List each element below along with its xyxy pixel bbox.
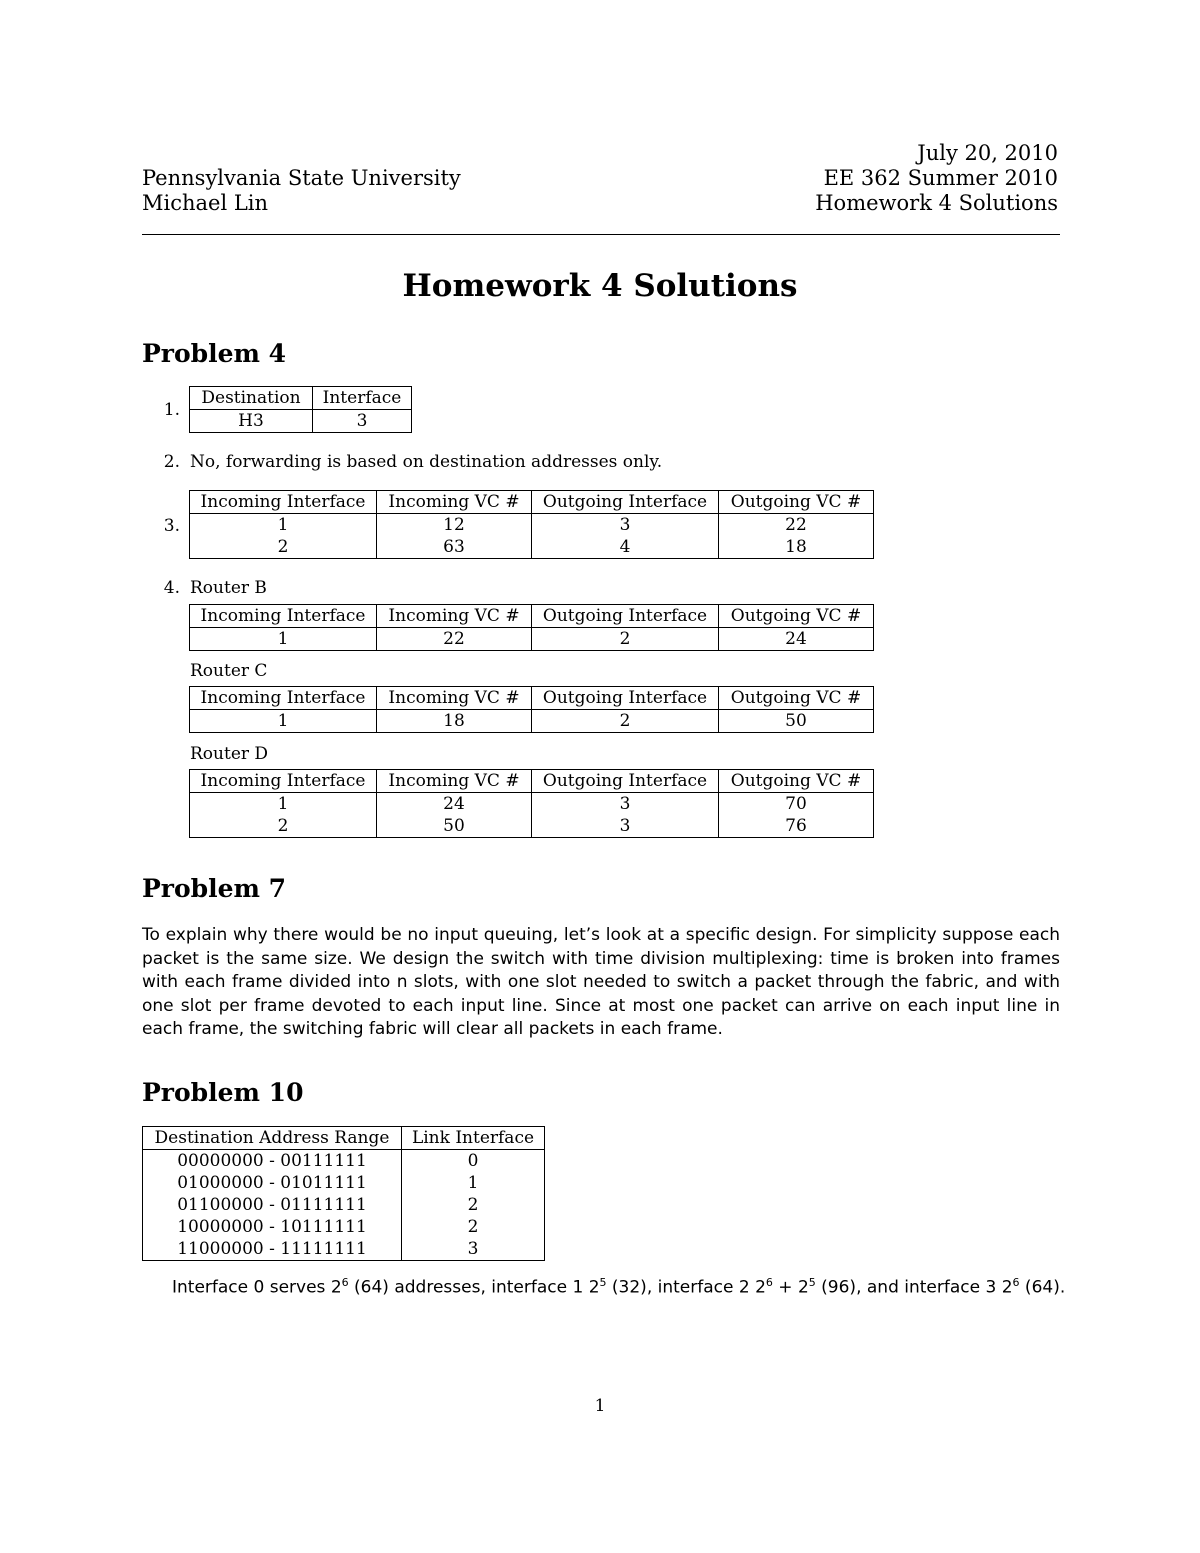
router-b-label: Router B xyxy=(190,578,267,598)
table-cell: 76 xyxy=(719,815,874,838)
table-row xyxy=(143,1172,545,1194)
item-4-number: 4. xyxy=(163,578,180,598)
destination-interface-table xyxy=(189,386,412,433)
table-header: Outgoing VC # xyxy=(719,605,874,628)
table-header: Incoming Interface xyxy=(190,491,377,514)
table-header: Incoming VC # xyxy=(377,770,532,793)
table-cell: 2 xyxy=(532,628,719,651)
table-cell: 1 xyxy=(190,710,377,733)
problem-7-heading: Problem 7 xyxy=(142,874,287,903)
table-cell: 4 xyxy=(532,536,719,559)
table-header: Incoming VC # xyxy=(377,605,532,628)
table-cell: 1 xyxy=(190,514,377,537)
table-row xyxy=(190,628,874,651)
table-cell: 3 xyxy=(532,514,719,537)
note-exponent: 6 xyxy=(341,1276,349,1289)
table-cell: 3 xyxy=(532,815,719,838)
table-row xyxy=(143,1216,545,1238)
table-cell: 3 xyxy=(313,410,412,433)
table-cell: 12 xyxy=(377,514,532,537)
table-row xyxy=(190,815,874,838)
vc-table-item-3 xyxy=(189,490,874,559)
table-cell: 2 xyxy=(402,1194,545,1216)
header-doc-title: Homework 4 Solutions xyxy=(815,191,1058,215)
table-header: Outgoing Interface xyxy=(532,770,719,793)
table-cell: 1 xyxy=(402,1172,545,1194)
table-header: Incoming VC # xyxy=(377,687,532,710)
table-cell: 11000000 - 11111111 xyxy=(143,1238,402,1261)
header-rule xyxy=(142,234,1060,235)
table-cell: 2 xyxy=(402,1216,545,1238)
table-header: Incoming Interface xyxy=(190,687,377,710)
interface-address-note xyxy=(172,1272,1065,1299)
header-university: Pennsylvania State University xyxy=(142,166,461,190)
table-cell: 70 xyxy=(719,793,874,816)
problem-7-paragraph: To explain why there would be no input queuing, let’s look at a specific design. For simplicity suppose each packet is the same size. We design the switch with time division multiplexing: time is broken into frames with each frame divided into n slots, with one slot needed to switch a packet through the fabric, and with one slot per frame devoted to each input line. Since at most one packet can arrive on each input line in each frame, the switching fabric will clear all packets in each frame. xyxy=(142,925,1060,1039)
address-range-table xyxy=(142,1126,545,1261)
table-header: Outgoing Interface xyxy=(532,687,719,710)
table-cell: 18 xyxy=(719,536,874,559)
table-header: Incoming Interface xyxy=(190,770,377,793)
vc-table-router-d xyxy=(189,769,874,838)
table-row xyxy=(143,1238,545,1261)
table-header: Outgoing VC # xyxy=(719,491,874,514)
note-text: + 2 xyxy=(772,1277,809,1298)
note-exponent: 6 xyxy=(1012,1276,1020,1289)
table-row xyxy=(190,793,874,816)
header-author: Michael Lin xyxy=(142,191,269,215)
table-cell: 63 xyxy=(377,536,532,559)
table-cell: 01100000 - 01111111 xyxy=(143,1194,402,1216)
table-cell: 10000000 - 10111111 xyxy=(143,1216,402,1238)
note-text: (32), interface 2 2 xyxy=(606,1277,766,1298)
table-row xyxy=(143,1194,545,1216)
page-number: 1 xyxy=(594,1396,606,1416)
table-cell: H3 xyxy=(190,410,313,433)
table-header: Outgoing Interface xyxy=(532,605,719,628)
problem-10-heading: Problem 10 xyxy=(142,1078,304,1107)
table-cell: 18 xyxy=(377,710,532,733)
table-cell: 01000000 - 01011111 xyxy=(143,1172,402,1194)
page-title: Homework 4 Solutions xyxy=(402,268,798,304)
item-1-number: 1. xyxy=(163,400,180,420)
table-header: Incoming Interface xyxy=(190,605,377,628)
item-3-number: 3. xyxy=(163,516,180,536)
table-cell: 3 xyxy=(402,1238,545,1261)
item-2-number: 2. xyxy=(163,452,180,472)
table-cell: 1 xyxy=(190,793,377,816)
table-cell: 2 xyxy=(190,536,377,559)
router-c-label: Router C xyxy=(190,661,268,681)
table-cell: 50 xyxy=(719,710,874,733)
table-header: Link Interface xyxy=(402,1127,545,1150)
vc-table-router-c xyxy=(189,686,874,733)
vc-table-router-b xyxy=(189,604,874,651)
note-text: (96), and interface 3 2 xyxy=(815,1277,1013,1298)
note-text: Interface 0 serves 2 xyxy=(172,1277,342,1298)
note-exponent: 5 xyxy=(808,1276,816,1289)
table-cell: 1 xyxy=(190,628,377,651)
note-exponent: 6 xyxy=(765,1276,773,1289)
table-header: Outgoing VC # xyxy=(719,770,874,793)
table-header: Outgoing Interface xyxy=(532,491,719,514)
table-cell: 22 xyxy=(377,628,532,651)
header-date: July 20, 2010 xyxy=(917,141,1058,165)
table-cell: 22 xyxy=(719,514,874,537)
note-exponent: 5 xyxy=(599,1276,607,1289)
table-row xyxy=(190,710,874,733)
table-cell: 2 xyxy=(190,815,377,838)
table-cell: 0 xyxy=(402,1150,545,1173)
note-text: (64) addresses, interface 1 2 xyxy=(348,1277,600,1298)
table-row xyxy=(190,536,874,559)
problem-4-heading: Problem 4 xyxy=(142,339,287,368)
table-header: Outgoing VC # xyxy=(719,687,874,710)
table-row xyxy=(190,514,874,537)
note-text: (64). xyxy=(1019,1277,1066,1298)
table-cell: 24 xyxy=(719,628,874,651)
table-row xyxy=(143,1150,545,1173)
router-d-label: Router D xyxy=(190,744,269,764)
table-header: Destination xyxy=(190,387,313,410)
table-cell: 50 xyxy=(377,815,532,838)
table-cell: 00000000 - 00111111 xyxy=(143,1150,402,1173)
table-cell: 24 xyxy=(377,793,532,816)
table-header: Interface xyxy=(313,387,412,410)
table-row xyxy=(190,410,412,433)
item-2-text: No, forwarding is based on destination addresses only. xyxy=(190,452,663,472)
header-course: EE 362 Summer 2010 xyxy=(823,166,1058,190)
table-cell: 2 xyxy=(532,710,719,733)
table-header: Incoming VC # xyxy=(377,491,532,514)
table-header: Destination Address Range xyxy=(143,1127,402,1150)
table-cell: 3 xyxy=(532,793,719,816)
